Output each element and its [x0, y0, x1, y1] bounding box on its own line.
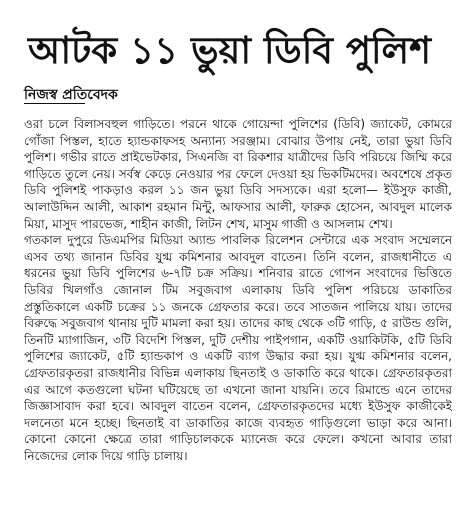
- article-byline: নিজস্ব প্রতিবেদক: [24, 87, 118, 103]
- article-paragraph-2: গতকাল দুপুরে ডিএমপির মিডিয়া অ্যান্ড পাবলিক রিলেশন সেন্টারে এক সংবাদ সম্মেলনে এসব তথ্য জানান ডিবির যুগ্ম কমিশনার আবদুল বাতেন। তিনি বলেন, রাজধানীতে এ ধরনের ভুয়া ডিবি পুলিশের ৬-৭টি চক্র সক্রিয়। শনিবার রাতে গোপন সংবাদের ভিত্তিতে ডিবির খিলগাঁও জোনাল টিম সবুজবাগ এলাকায় ডিবি পুলিশ পরিচয়ে ডাকাতির প্রস্তুতিকালে একটি চক্রের ১১ জনকে গ্রেফতার করে। তবে সাতজন পালিয়ে যায়। তাদের বিরুদ্ধে সবুজবাগ থানায় দুটি মামলা করা হয়। তাদের কাছ থেকে ৩টি গাড়ি, ৫ রাউন্ড গুলি, তিনটি ম্যাগাজিন, ৩টি বিদেশি পিস্তল, দুটি দেশীয় পাইপগান, একটি ওয়াকিটকি, ৫টি ডিবি পুলিশের জ্যাকেট, ৫টি হ্যান্ডকাপ ও একটি ব্যাগ উদ্ধার করা হয়। যুগ্ম কমিশনার বলেন, গ্রেফতারকৃতরা রাজধানীর বিভিন্ন এলাকায় ছিনতাই ও ডাকাতি করে থাকে। গ্রেফতারকৃতরা এর আগে কতগুলো ঘটনা ঘটিয়েছে তা এখনো জানা যায়নি। তবে রিমান্ডে এনে তাদের জিজ্ঞাসাবাদ করা হবে। আবদুল বাতেন বলেন, গ্রেফতারকৃতদের মধ্যে ইউসুফ কাজীকেই দলনেতা মনে হচ্ছে। ছিনতাই বা ডাকাতির কাজে ব্যবহৃত গাড়িগুলো ভাড়া করে আনা। কোনো কোনো ক্ষেত্রে তারা গাড়িচালককে ম্যানেজ করে ফেলে। কখনো আবার তারা নিজেদের লোক দিয়ে গাড়ি চালায়।: [24, 233, 452, 463]
- article-body: [24, 116, 452, 507]
- byline-divider: [24, 103, 85, 104]
- article-headline: আটক ১১ ভুয়া ডিবি পুলিশ: [27, 29, 431, 72]
- article-paragraph-1: ওরা চলে বিলাসবহুল গাড়িতে। পরনে থাকে গোয়েন্দা পুলিশের (ডিবি) জ্যাকেট, কোমরে গোঁজা পিস্তল, হাতে হ্যান্ডকাফসহ অন্যান্য সরঞ্জাম। বোঝার উপায় নেই, তারা ভুয়া ডিবি পুলিশ। গভীর রাতে প্রাইভেটকার, সিএনজি বা রিকশার যাত্রীদের ডিবি পরিচয়ে জিম্মি করে গাড়িতে তুলে নেয়। সর্বস্ব কেড়ে নেওয়ার পর ফেলে দেওয়া হয় ভিকটিমদের। অবশেষে প্রকৃত ডিবি পুলিশই পাকড়াও করল ১১ জন ভুয়া ডিবি সদস্যকে। এরা হলো— ইউসুফ কাজী, আলাউদ্দিন আলী, আকাশ রহমান মিন্টু, আফসার আলী, ফারুক হোসেন, আবদুল মালেক মিয়া, মাসুদ পারভেজ, শাহীন কাজী, লিটন শেখ, মাসুম গাজী ও আসলাম শেখ।: [24, 117, 452, 231]
